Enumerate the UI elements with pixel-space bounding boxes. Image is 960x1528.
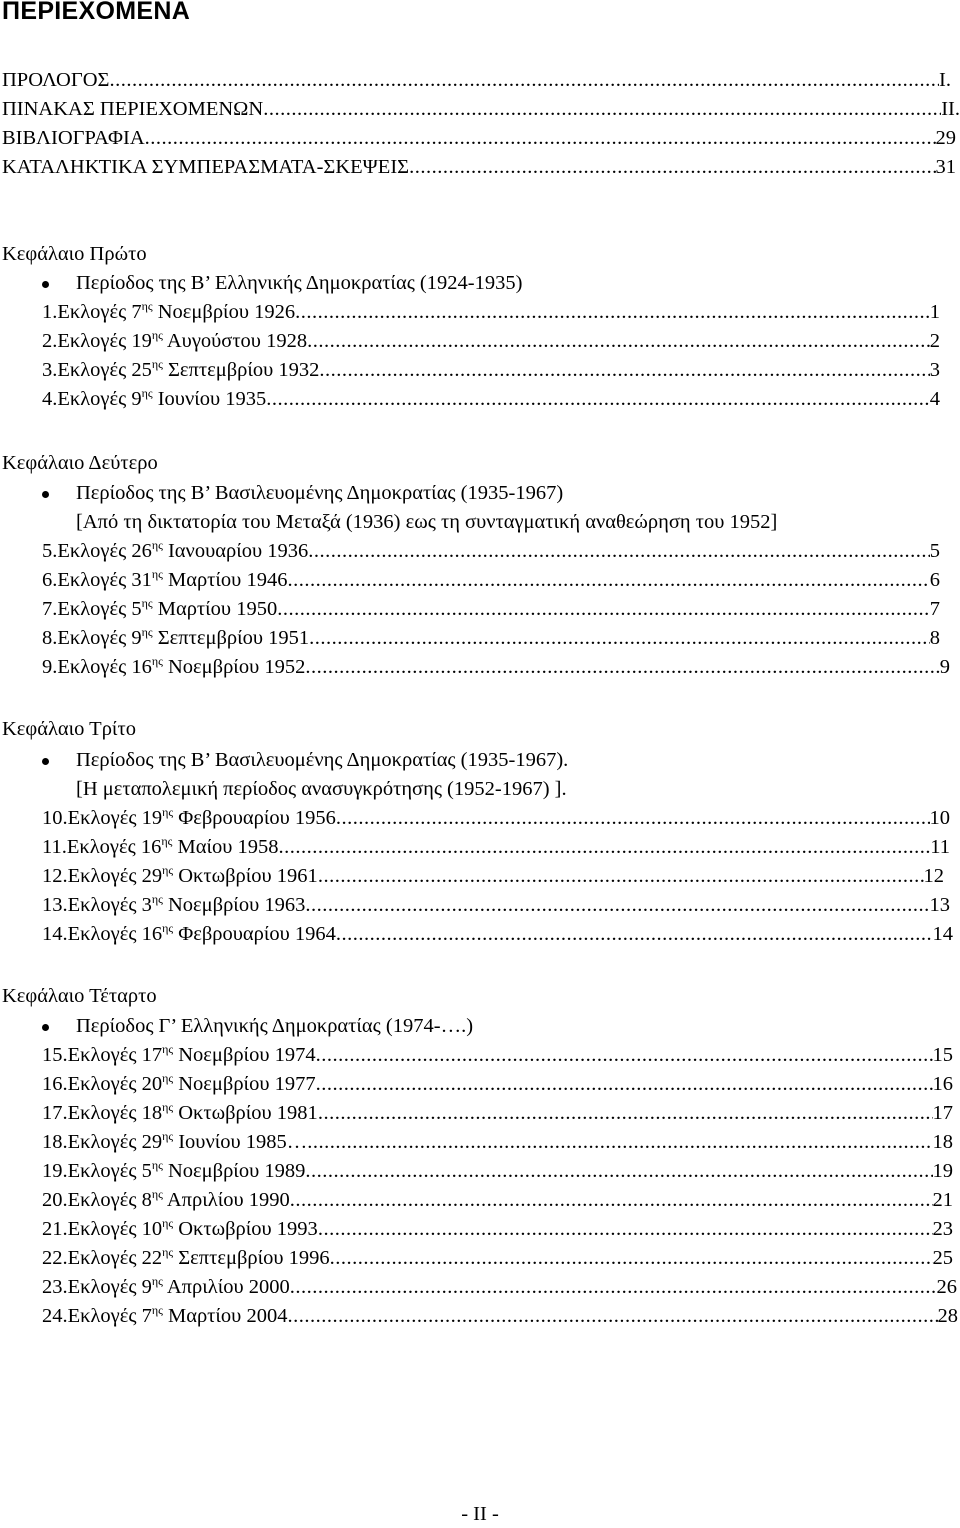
- entry-number: 8.Εκλογές 9: [42, 627, 142, 649]
- toc-entry[interactable]: [42, 566, 940, 594]
- entry-number: 7.Εκλογές 5: [42, 598, 142, 620]
- entry-date: Απριλίου 1990: [166, 1189, 290, 1211]
- toc-page: 7: [929, 598, 940, 620]
- toc-entry[interactable]: [42, 537, 940, 565]
- chapter-heading: Κεφάλαιο Τέταρτο: [2, 985, 157, 1007]
- toc-page: 23: [932, 1218, 953, 1240]
- entry-date: Σεπτεμβρίου 1951: [157, 627, 310, 649]
- toc-entry[interactable]: [42, 298, 940, 326]
- toc-page: 16: [932, 1073, 953, 1095]
- toc-entry[interactable]: [42, 1157, 953, 1185]
- entry-date: Οκτωβρίου 1961: [178, 865, 318, 887]
- ordinal-suffix: ης: [162, 1100, 174, 1114]
- toc-page: 3: [929, 359, 940, 381]
- toc-page: 2: [929, 330, 940, 352]
- toc-page: 1: [929, 301, 940, 323]
- toc-entry[interactable]: [42, 1244, 953, 1272]
- entry-number: 12.Εκλογές 29: [42, 865, 163, 887]
- toc-page: ΙΙ.: [941, 98, 960, 120]
- entry-number: 11.Εκλογές 16: [42, 836, 162, 858]
- toc-entry[interactable]: [42, 1302, 958, 1330]
- toc-page: 11: [930, 836, 950, 858]
- entry-number: 19.Εκλογές 5: [42, 1160, 152, 1182]
- ordinal-suffix: ης: [151, 1187, 163, 1201]
- ordinal-suffix: ης: [162, 863, 174, 877]
- entry-number: 16.Εκλογές 20: [42, 1073, 163, 1095]
- toc-entry[interactable]: [42, 891, 950, 919]
- entry-date: Σεπτεμβρίου 1996: [178, 1247, 330, 1269]
- ordinal-suffix: ης: [151, 357, 163, 371]
- entry-number: 3.Εκλογές 25: [42, 359, 152, 381]
- bullet-icon: [42, 758, 49, 765]
- entry-number: 23.Εκλογές 9: [42, 1276, 152, 1298]
- toc-row-contents[interactable]: [2, 95, 960, 123]
- toc-label: ΠΡΟΛΟΓΟΣ: [2, 69, 110, 91]
- bullet-icon: [42, 1024, 49, 1031]
- entry-number: 14.Εκλογές 16: [42, 923, 163, 945]
- toc-page: 4: [929, 388, 940, 410]
- toc-entry[interactable]: [42, 1186, 953, 1214]
- entry-date: Μαρτίου 2004: [167, 1305, 288, 1327]
- entry-date: Νοεμβρίου 1977: [178, 1073, 316, 1095]
- toc-page: 8: [929, 627, 940, 649]
- toc-page: 15: [932, 1044, 953, 1066]
- entry-number: 6.Εκλογές 31: [42, 569, 152, 591]
- entry-number: 2.Εκλογές 19: [42, 330, 152, 352]
- ordinal-suffix: ης: [162, 921, 174, 935]
- ordinal-suffix: ης: [162, 1216, 174, 1230]
- page-number-footer: - II -: [461, 1503, 499, 1525]
- entry-number: 9.Εκλογές 16: [42, 656, 152, 678]
- entry-date: Νοεμβρίου 1926: [157, 301, 296, 323]
- toc-entry[interactable]: [42, 327, 940, 355]
- ordinal-suffix: ης: [141, 299, 153, 313]
- toc-entry[interactable]: [42, 1215, 953, 1243]
- toc-page: Ι.: [939, 69, 951, 91]
- toc-page: 29: [935, 127, 956, 149]
- period-title: Περίοδος της Β’ Ελληνικής Δημοκρατίας (1924-1935): [76, 272, 523, 294]
- ordinal-suffix: ης: [162, 1071, 174, 1085]
- ordinal-suffix: ης: [151, 1303, 163, 1317]
- toc-row-conclusions[interactable]: [2, 153, 956, 181]
- toc-page: 14: [932, 923, 953, 945]
- entry-date: Σεπτεμβρίου 1932: [167, 359, 320, 381]
- toc-entry[interactable]: [42, 653, 950, 681]
- toc-label: ΠΙΝΑΚΑΣ ΠΕΡΙΕΧΟΜΕΝΩΝ: [2, 98, 264, 120]
- entry-date: Φεβρουαρίου 1964: [178, 923, 336, 945]
- bullet-icon: [42, 281, 49, 288]
- entry-number: 17.Εκλογές 18: [42, 1102, 163, 1124]
- toc-page: 31: [935, 156, 956, 178]
- ordinal-suffix: ης: [162, 805, 174, 819]
- ordinal-suffix: ης: [162, 1245, 174, 1259]
- chapter-heading: Κεφάλαιο Δεύτερο: [2, 452, 158, 474]
- entry-date: Μαρτίου 1950: [157, 598, 278, 620]
- toc-entry[interactable]: [42, 862, 944, 890]
- ordinal-suffix: ης: [151, 654, 163, 668]
- ordinal-suffix: ης: [151, 892, 163, 906]
- toc-entry[interactable]: [42, 624, 940, 652]
- period-note: [Η μεταπολεμική περίοδος ανασυγκρότησης (1952-1967) ].: [76, 778, 567, 800]
- ordinal-suffix: ης: [151, 1158, 163, 1172]
- toc-entry[interactable]: [42, 385, 940, 413]
- toc-entry[interactable]: [42, 1099, 953, 1127]
- toc-entry[interactable]: [42, 595, 940, 623]
- toc-page: 21: [932, 1189, 953, 1211]
- entry-number: 18.Εκλογές 29: [42, 1131, 163, 1153]
- entry-number: 5.Εκλογές 26: [42, 540, 152, 562]
- chapter-heading: Κεφάλαιο Τρίτο: [2, 718, 136, 740]
- entry-date: Ιουνίου 1935: [157, 388, 267, 410]
- entry-date: Οκτωβρίου 1993: [178, 1218, 318, 1240]
- entry-number: 10.Εκλογές 19: [42, 807, 163, 829]
- ordinal-suffix: ης: [151, 567, 163, 581]
- period-title: Περίοδος της Β’ Βασιλευομένης Δημοκρατίας (1935-1967): [76, 482, 564, 504]
- bullet-icon: [42, 491, 49, 498]
- toc-page: 26: [936, 1276, 957, 1298]
- period-note: [Από τη δικτατορία του Μεταξά (1936) εως τη συνταγματική αναθεώρηση του 1952]: [76, 511, 778, 533]
- toc-page: 19: [932, 1160, 953, 1182]
- period-title: Περίοδος Γ’ Ελληνικής Δημοκρατίας (1974-….): [76, 1015, 474, 1037]
- ordinal-suffix: ης: [141, 625, 153, 639]
- entry-date: Νοεμβρίου 1974: [178, 1044, 316, 1066]
- ordinal-suffix: ης: [151, 538, 163, 552]
- toc-entry[interactable]: [42, 833, 950, 861]
- toc-page: 13: [929, 894, 950, 916]
- ordinal-suffix: ης: [161, 834, 173, 848]
- ordinal-suffix: ης: [162, 1129, 174, 1143]
- entry-date: Αυγούστου 1928: [166, 330, 308, 352]
- toc-entry[interactable]: [42, 356, 940, 384]
- entry-number: 13.Εκλογές 3: [42, 894, 152, 916]
- toc-entry[interactable]: [42, 1128, 953, 1156]
- toc-entry[interactable]: [42, 920, 953, 948]
- toc-label: ΚΑΤΑΛΗΚΤΙΚΑ ΣΥΜΠΕΡΑΣΜΑΤΑ-ΣΚΕΨΕΙΣ: [2, 156, 410, 178]
- page-title: ΠΕΡΙΕΧΟΜΕΝΑ: [2, 0, 191, 25]
- entry-date: Νοεμβρίου 1952: [167, 656, 306, 678]
- toc-page: 28: [937, 1305, 958, 1327]
- entry-number: 24.Εκλογές 7: [42, 1305, 152, 1327]
- period-title: Περίοδος της Β’ Βασιλευομένης Δημοκρατίας (1935-1967).: [76, 749, 569, 771]
- entry-number: 22.Εκλογές 22: [42, 1247, 163, 1269]
- entry-date: Ιανουαρίου 1936: [167, 540, 309, 562]
- entry-number: 20.Εκλογές 8: [42, 1189, 152, 1211]
- toc-label: ΒΙΒΛΙΟΓΡΑΦΙΑ: [2, 127, 145, 149]
- ordinal-suffix: ης: [151, 328, 163, 342]
- toc-row-bibliography[interactable]: [2, 124, 956, 152]
- toc-row-preface[interactable]: [2, 66, 951, 94]
- toc-entry[interactable]: [42, 804, 950, 832]
- toc-entry[interactable]: [42, 1070, 953, 1098]
- entry-date: Απριλίου 2000: [166, 1276, 290, 1298]
- toc-page: 10: [929, 807, 950, 829]
- toc-page: 25: [932, 1247, 953, 1269]
- entry-date: Φεβρουαρίου 1956: [178, 807, 336, 829]
- toc-entry[interactable]: [42, 1273, 957, 1301]
- entry-date: Ιουνίου 1985…: [178, 1131, 308, 1153]
- toc-page: 17: [932, 1102, 953, 1124]
- entry-date: Νοεμβρίου 1989: [167, 1160, 306, 1182]
- entry-date: Μαίου 1958: [177, 836, 279, 858]
- entry-date: Νοεμβρίου 1963: [167, 894, 306, 916]
- entry-date: Μαρτίου 1946: [167, 569, 288, 591]
- toc-page: 12: [923, 865, 944, 887]
- ordinal-suffix: ης: [162, 1042, 174, 1056]
- entry-date: Οκτωβρίου 1981: [178, 1102, 318, 1124]
- ordinal-suffix: ης: [141, 386, 153, 400]
- toc-page: 5: [929, 540, 940, 562]
- ordinal-suffix: ης: [151, 1274, 163, 1288]
- toc-page: 9: [939, 656, 950, 678]
- toc-page: 6: [929, 569, 940, 591]
- toc-page: 18: [932, 1131, 953, 1153]
- ordinal-suffix: ης: [141, 596, 153, 610]
- entry-number: 15.Εκλογές 17: [42, 1044, 163, 1066]
- entry-number: 1.Εκλογές 7: [42, 301, 142, 323]
- entry-number: 4.Εκλογές 9: [42, 388, 142, 410]
- toc-entry[interactable]: [42, 1041, 953, 1069]
- chapter-heading: Κεφάλαιο Πρώτο: [2, 243, 147, 265]
- entry-number: 21.Εκλογές 10: [42, 1218, 163, 1240]
